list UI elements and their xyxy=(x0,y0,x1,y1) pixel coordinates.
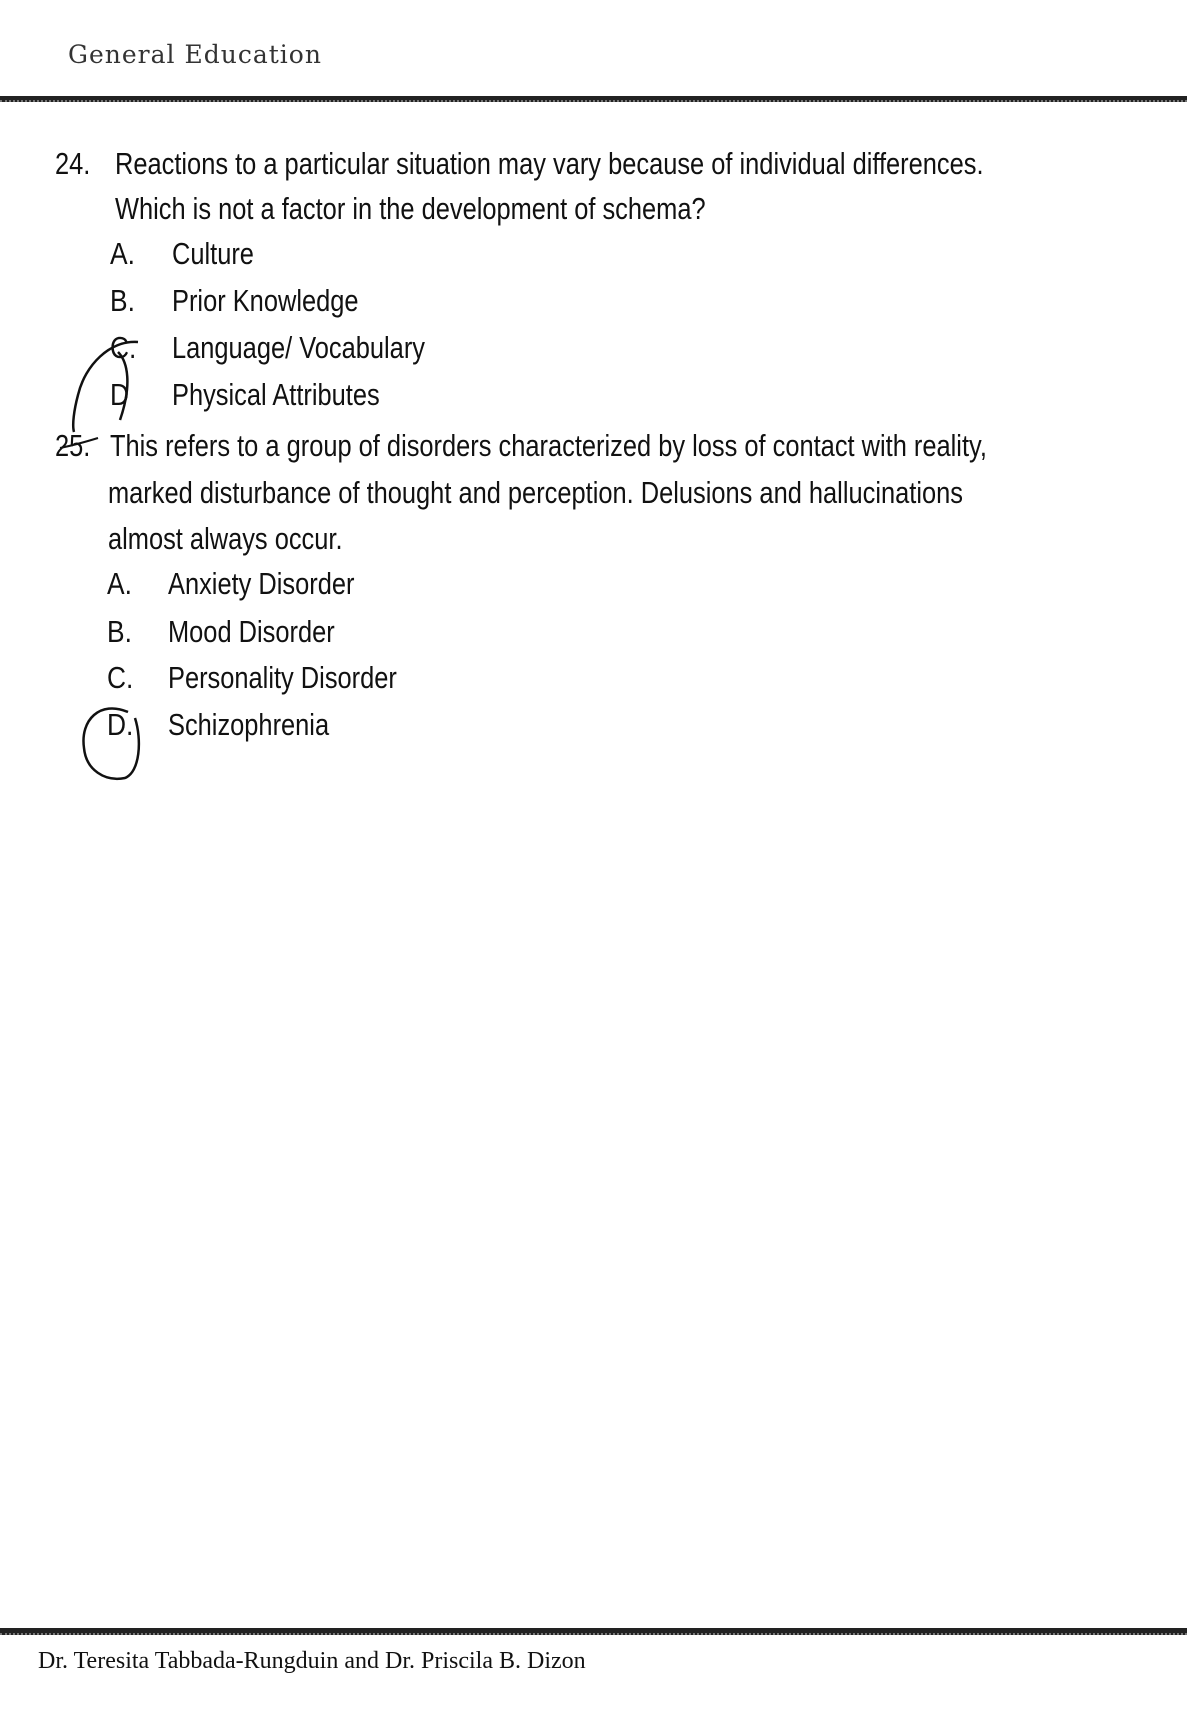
option-letter: C. xyxy=(110,330,137,365)
option-text: Prior Knowledge xyxy=(172,283,359,318)
option-letter: A. xyxy=(107,566,132,601)
option-letter: A. xyxy=(110,236,135,271)
question-text-line: This refers to a group of disorders characterized by loss of contact with reality, xyxy=(110,428,987,463)
question-text-line: marked disturbance of thought and perception. Delusions and hallucinations xyxy=(108,475,963,510)
option-letter: D xyxy=(110,377,130,412)
footer-rule xyxy=(0,1628,1187,1635)
option-text: Physical Attributes xyxy=(172,377,380,412)
option-text: Personality Disorder xyxy=(168,660,397,695)
question-number: 25. xyxy=(55,428,91,463)
option-text: Culture xyxy=(172,236,254,271)
option-text: Language/ Vocabulary xyxy=(172,330,426,365)
option-letter: C. xyxy=(107,660,134,695)
option-text: Schizophrenia xyxy=(168,707,330,742)
question-text-line: Which is not a factor in the development of schema? xyxy=(115,191,706,226)
option-text: Mood Disorder xyxy=(168,614,335,649)
question-text-line: Reactions to a particular situation may vary because of individual differences. xyxy=(115,146,984,181)
footer-authors: Dr. Teresita Tabbada-Rungduin and Dr. Priscila B. Dizon xyxy=(38,1648,586,1674)
question-number: 24. xyxy=(55,146,91,181)
option-letter: D. xyxy=(107,707,134,742)
option-letter: B. xyxy=(107,614,132,649)
option-text: Anxiety Disorder xyxy=(168,566,355,601)
question-text-line: almost always occur. xyxy=(108,521,343,556)
page-header-title: General Education xyxy=(68,40,322,69)
option-letter: B. xyxy=(110,283,135,318)
header-rule xyxy=(0,96,1187,102)
